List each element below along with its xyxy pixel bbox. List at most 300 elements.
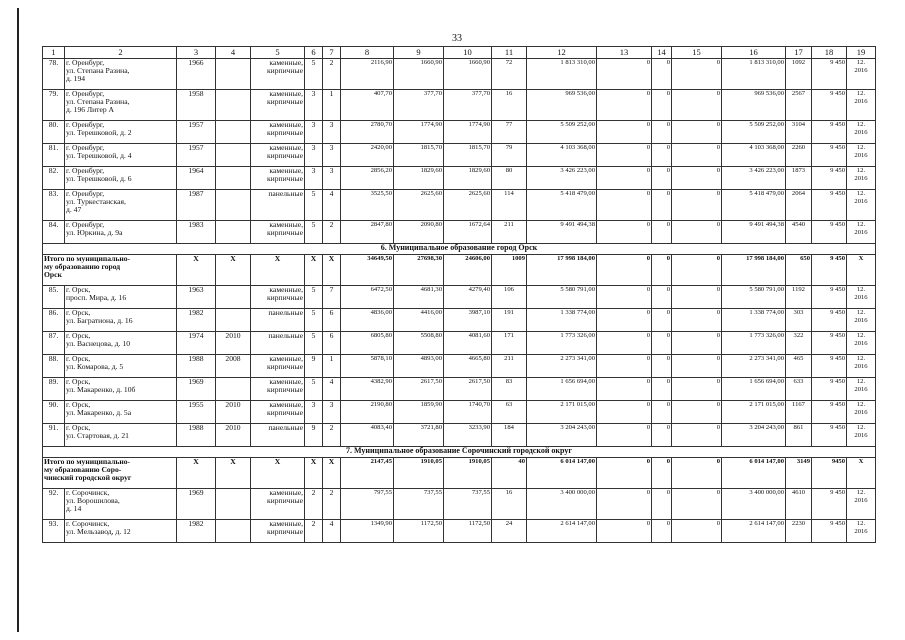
section-heading-row (43, 447, 876, 458)
table-row (43, 144, 876, 167)
table-cell: 9 450 (812, 286, 847, 309)
table-cell: 191 (492, 309, 527, 332)
table-cell: 0 (672, 309, 722, 332)
table-cell: X (216, 255, 251, 286)
table-cell: 0 (652, 401, 672, 424)
table-cell: г. Оренбург, ул. Степана Разина, д. 196 Литер А (65, 90, 177, 121)
table-cell: 1829,60 (444, 167, 492, 190)
table-cell: 4540 (786, 221, 812, 244)
section-heading: 6. Муниципальное образование город Орск (43, 244, 876, 255)
table-cell: 3 400 000,00 (527, 489, 597, 520)
table-cell: 0 (652, 355, 672, 378)
table-cell: каменные, кирпичные (251, 401, 305, 424)
column-header: 1 (43, 47, 65, 59)
table-cell: 9 450 (812, 309, 847, 332)
table-cell: 0 (672, 332, 722, 355)
table-cell: 16 (492, 489, 527, 520)
table-cell: 0 (597, 520, 652, 543)
table-cell: 12. 2016 (847, 286, 876, 309)
table-cell: 9 450 (812, 121, 847, 144)
table-cell: 4681,30 (394, 286, 444, 309)
table-cell: 1 813 310,00 (527, 59, 597, 90)
table-cell: 1969 (177, 378, 216, 401)
table-cell: 0 (597, 424, 652, 447)
table-cell: 4081,60 (444, 332, 492, 355)
table-cell: 9 450 (812, 144, 847, 167)
table-cell: 0 (597, 458, 652, 489)
table-cell: 0 (672, 121, 722, 144)
table-row (43, 90, 876, 121)
table-cell: 0 (652, 520, 672, 543)
table-cell: 0 (597, 489, 652, 520)
table-cell: 1660,90 (394, 59, 444, 90)
table-cell: 6 014 147,00 (527, 458, 597, 489)
table-cell: 1740,70 (444, 401, 492, 424)
table-cell: панельные (251, 309, 305, 332)
table-cell: 40 (492, 458, 527, 489)
table-cell: 1958 (177, 90, 216, 121)
table-cell: 24 (492, 520, 527, 543)
table-row (43, 121, 876, 144)
table-cell: 2420,00 (341, 144, 394, 167)
table-cell: г. Орск, ул. Багратиона, д. 16 (65, 309, 177, 332)
table-cell: 79. (43, 90, 65, 121)
table-cell: 1982 (177, 520, 216, 543)
table-cell: 9 450 (812, 332, 847, 355)
table-cell: 1349,90 (341, 520, 394, 543)
table-cell: 1 (323, 355, 341, 378)
table-row (43, 378, 876, 401)
table-cell: 2567 (786, 90, 812, 121)
table-cell (216, 190, 251, 221)
table-cell: 2230 (786, 520, 812, 543)
table-cell: 1910,05 (394, 458, 444, 489)
total-row (43, 458, 876, 489)
table-cell: 0 (597, 309, 652, 332)
table-cell: 12. 2016 (847, 332, 876, 355)
table-cell: 0 (652, 424, 672, 447)
table-row (43, 309, 876, 332)
table-cell: 2190,80 (341, 401, 394, 424)
table-header-row (43, 47, 876, 59)
table-cell (216, 378, 251, 401)
table-cell: панельные (251, 424, 305, 447)
table-cell: Итого по муниципально- му образованию Соро- чинский городской округ (43, 458, 177, 489)
table-cell: 2 171 015,00 (722, 401, 786, 424)
table-cell: 1774,90 (444, 121, 492, 144)
column-header: 5 (251, 47, 305, 59)
table-cell: X (177, 255, 216, 286)
table-cell: 9 (305, 355, 323, 378)
table-cell: 34649,50 (341, 255, 394, 286)
table-cell: 1966 (177, 59, 216, 90)
table-cell: 0 (597, 90, 652, 121)
table-cell (216, 520, 251, 543)
table-cell: 4610 (786, 489, 812, 520)
table-cell: 861 (786, 424, 812, 447)
column-header: 13 (597, 47, 652, 59)
table-cell: 0 (597, 221, 652, 244)
table-cell: 77 (492, 121, 527, 144)
table-cell: 93. (43, 520, 65, 543)
table-cell: 0 (672, 378, 722, 401)
table-cell: 4382,90 (341, 378, 394, 401)
table-cell: г. Орск, ул. Макаренко, д. 5а (65, 401, 177, 424)
table-cell: 3 204 243,00 (527, 424, 597, 447)
table-cell: 2090,80 (394, 221, 444, 244)
table-cell: 0 (672, 286, 722, 309)
table-cell: 4416,00 (394, 309, 444, 332)
table-cell: 2 (323, 221, 341, 244)
table-cell: 27698,30 (394, 255, 444, 286)
table-cell: 5 (305, 332, 323, 355)
table-cell: 3987,10 (444, 309, 492, 332)
section-heading: 7. Муниципальное образование Сорочинский городской округ (43, 447, 876, 458)
table-cell: 2 (305, 489, 323, 520)
table-cell: 4836,00 (341, 309, 394, 332)
table-cell: 1815,70 (444, 144, 492, 167)
column-header: 15 (672, 47, 722, 59)
table-cell: 1 338 774,00 (527, 309, 597, 332)
table-cell: 2010 (216, 401, 251, 424)
table-cell: 211 (492, 355, 527, 378)
table-cell: 92. (43, 489, 65, 520)
table-cell: 80 (492, 167, 527, 190)
table-cell: 5 509 252,00 (527, 121, 597, 144)
table-cell: 0 (672, 424, 722, 447)
table-cell: 0 (652, 190, 672, 221)
table-cell: 82. (43, 167, 65, 190)
table-cell: 12. 2016 (847, 355, 876, 378)
table-cell: 79 (492, 144, 527, 167)
table-cell: каменные, кирпичные (251, 355, 305, 378)
table-cell: г. Сорочинск, ул. Ворошилова, д. 14 (65, 489, 177, 520)
table-cell: 9 491 494,38 (527, 221, 597, 244)
table-cell: 24606,00 (444, 255, 492, 286)
table-cell: X (251, 458, 305, 489)
table-cell: 2010 (216, 332, 251, 355)
table-cell: 2625,60 (394, 190, 444, 221)
table-cell: 3 (305, 121, 323, 144)
table-row (43, 401, 876, 424)
table-cell: 86. (43, 309, 65, 332)
table-cell: 0 (597, 190, 652, 221)
table-cell: 969 536,00 (527, 90, 597, 121)
table-row (43, 489, 876, 520)
table-cell: 1 813 310,00 (722, 59, 786, 90)
table-cell: 3 204 243,00 (722, 424, 786, 447)
data-table (42, 46, 876, 543)
table-cell: панельные (251, 190, 305, 221)
binding-margin-line (17, 8, 19, 632)
table-cell: 0 (672, 401, 722, 424)
table-cell: 2260 (786, 144, 812, 167)
table-cell: 12. 2016 (847, 401, 876, 424)
table-cell: 0 (597, 144, 652, 167)
table-cell: каменные, кирпичные (251, 121, 305, 144)
table-cell: 0 (672, 59, 722, 90)
table-cell: 12. 2016 (847, 221, 876, 244)
table-cell: 0 (652, 144, 672, 167)
table-cell: 0 (672, 90, 722, 121)
table-cell: 1 656 694,00 (527, 378, 597, 401)
table-cell (216, 59, 251, 90)
table-cell: 0 (652, 59, 672, 90)
table-row (43, 221, 876, 244)
table-cell: 2116,90 (341, 59, 394, 90)
column-header: 2 (65, 47, 177, 59)
table-cell: 3 (305, 90, 323, 121)
table-cell: 9 450 (812, 221, 847, 244)
table-cell: 969 536,00 (722, 90, 786, 121)
table-cell: г. Орск, ул. Васнецова, д. 10 (65, 332, 177, 355)
table-cell: 12. 2016 (847, 144, 876, 167)
table-row (43, 332, 876, 355)
table-cell (216, 144, 251, 167)
table-cell: Итого по муниципально- му образованию город Орск (43, 255, 177, 286)
table-cell: 12. 2016 (847, 90, 876, 121)
table-cell: каменные, кирпичные (251, 520, 305, 543)
table-cell: 322 (786, 332, 812, 355)
table-cell: 1774,90 (394, 121, 444, 144)
table-cell: 1957 (177, 144, 216, 167)
table-cell: 4 103 368,00 (722, 144, 786, 167)
table-cell: 377,70 (394, 90, 444, 121)
table-cell: 9 (305, 424, 323, 447)
table-cell: 5 (305, 286, 323, 309)
table-row (43, 167, 876, 190)
table-cell: 0 (672, 144, 722, 167)
table-cell: 4 103 368,00 (527, 144, 597, 167)
table-cell: 2856,20 (341, 167, 394, 190)
table-cell: 0 (652, 458, 672, 489)
table-cell: г. Оренбург, ул. Терешковой, д. 2 (65, 121, 177, 144)
table-cell: 3149 (786, 458, 812, 489)
table-cell: г. Орск, ул. Стартовая, д. 21 (65, 424, 177, 447)
table-cell: 88. (43, 355, 65, 378)
table-cell: 7 (323, 286, 341, 309)
table-cell: 1964 (177, 167, 216, 190)
table-cell: 0 (672, 520, 722, 543)
table-cell: 12. 2016 (847, 190, 876, 221)
table-cell: 2008 (216, 355, 251, 378)
table-cell: 84. (43, 221, 65, 244)
table-cell: 0 (672, 355, 722, 378)
table-body (43, 59, 876, 543)
table-cell: 83. (43, 190, 65, 221)
table-cell: X (216, 458, 251, 489)
table-cell: 2010 (216, 424, 251, 447)
column-header: 9 (394, 47, 444, 59)
table-cell: 2 (323, 59, 341, 90)
table-cell: 5 (305, 378, 323, 401)
table-cell: 91. (43, 424, 65, 447)
table-cell: 1957 (177, 121, 216, 144)
table-cell: 12. 2016 (847, 520, 876, 543)
column-header: 6 (305, 47, 323, 59)
table-cell: 72 (492, 59, 527, 90)
table-cell: 2617,50 (394, 378, 444, 401)
table-cell: 12. 2016 (847, 489, 876, 520)
table-cell: 0 (597, 121, 652, 144)
table-cell: 1 (323, 90, 341, 121)
table-cell: 9 450 (812, 90, 847, 121)
table-cell: 1660,90 (444, 59, 492, 90)
table-cell: 3 (323, 167, 341, 190)
table-cell: 5 418 479,00 (527, 190, 597, 221)
table-row (43, 59, 876, 90)
section-heading-row (43, 244, 876, 255)
table-cell (216, 121, 251, 144)
table-cell: г. Орск, просп. Мира, д. 16 (65, 286, 177, 309)
table-cell: 0 (652, 332, 672, 355)
table-cell: 3 426 223,00 (527, 167, 597, 190)
table-cell: 1983 (177, 221, 216, 244)
table-cell: 1974 (177, 332, 216, 355)
table-cell: 2064 (786, 190, 812, 221)
table-cell: 0 (652, 221, 672, 244)
table-cell: 633 (786, 378, 812, 401)
table-cell: 9 450 (812, 355, 847, 378)
table-cell: 87. (43, 332, 65, 355)
table-cell: 2780,70 (341, 121, 394, 144)
table-cell: 3 (323, 121, 341, 144)
table-cell: 5 (305, 59, 323, 90)
table-cell: 6 (323, 309, 341, 332)
table-cell: 9 450 (812, 424, 847, 447)
table-cell: 78. (43, 59, 65, 90)
table-cell: 9 450 (812, 190, 847, 221)
table-cell: г. Орск, ул. Комарова, д. 5 (65, 355, 177, 378)
table-cell: X (847, 458, 876, 489)
table-cell (216, 309, 251, 332)
column-header: 18 (812, 47, 847, 59)
table-cell: 9450 (812, 458, 847, 489)
table-cell: X (177, 458, 216, 489)
table-cell: 16 (492, 90, 527, 121)
table-cell: 2 614 147,00 (527, 520, 597, 543)
table-cell: 12. 2016 (847, 59, 876, 90)
table-cell: 2 (323, 424, 341, 447)
table-cell: 106 (492, 286, 527, 309)
table-cell: 2 (305, 520, 323, 543)
table-cell: 1672,64 (444, 221, 492, 244)
column-header: 7 (323, 47, 341, 59)
table-cell: 3 (305, 401, 323, 424)
table-cell: 2625,60 (444, 190, 492, 221)
table-cell: 0 (652, 255, 672, 286)
table-cell: 1167 (786, 401, 812, 424)
table-cell: 5 580 791,00 (527, 286, 597, 309)
table-cell: 12. 2016 (847, 424, 876, 447)
table-cell: 650 (786, 255, 812, 286)
table-cell: 407,70 (341, 90, 394, 121)
table-cell: 0 (652, 309, 672, 332)
table-cell: панельные (251, 332, 305, 355)
table-cell: 5 509 252,00 (722, 121, 786, 144)
table-cell: 81. (43, 144, 65, 167)
table-cell: 2 273 341,00 (722, 355, 786, 378)
table-cell: 3104 (786, 121, 812, 144)
table-cell: X (305, 458, 323, 489)
table-cell: каменные, кирпичные (251, 90, 305, 121)
table-cell: г. Оренбург, ул. Степана Разина, д. 194 (65, 59, 177, 90)
table-cell: г. Орск, ул. Макаренко, д. 10б (65, 378, 177, 401)
table-cell: каменные, кирпичные (251, 378, 305, 401)
table-cell: 5 418 479,00 (722, 190, 786, 221)
table-cell: 0 (652, 90, 672, 121)
table-cell: каменные, кирпичные (251, 286, 305, 309)
table-cell: 9 450 (812, 255, 847, 286)
column-header: 17 (786, 47, 812, 59)
table-cell: X (251, 255, 305, 286)
table-cell: 737,55 (394, 489, 444, 520)
table-cell: 0 (597, 255, 652, 286)
table-cell: 3 400 000,00 (722, 489, 786, 520)
table-cell: 1829,60 (394, 167, 444, 190)
table-cell: г. Сорочинск, ул. Мельзавод, д. 12 (65, 520, 177, 543)
table-cell (216, 221, 251, 244)
table-cell: 3233,90 (444, 424, 492, 447)
table-cell: 1092 (786, 59, 812, 90)
table-cell: 63 (492, 401, 527, 424)
table-cell: 1 656 694,00 (722, 378, 786, 401)
table-cell: г. Оренбург, ул. Туркестанская, д. 47 (65, 190, 177, 221)
table-cell: 0 (672, 458, 722, 489)
table-cell: 1987 (177, 190, 216, 221)
column-header: 12 (527, 47, 597, 59)
table-cell: 0 (597, 355, 652, 378)
table-cell: 1192 (786, 286, 812, 309)
table-cell: 4893,00 (394, 355, 444, 378)
table-cell: 797,55 (341, 489, 394, 520)
table-cell: 0 (672, 190, 722, 221)
table-cell: 1172,50 (444, 520, 492, 543)
table-cell: 1969 (177, 489, 216, 520)
table-cell: 1988 (177, 355, 216, 378)
table-cell: 3 (305, 144, 323, 167)
table-cell: каменные, кирпичные (251, 489, 305, 520)
table-cell: 1963 (177, 286, 216, 309)
table-cell: 0 (597, 167, 652, 190)
table-cell: 3525,50 (341, 190, 394, 221)
table-cell: 4 (323, 520, 341, 543)
table-cell: 1859,90 (394, 401, 444, 424)
table-cell: каменные, кирпичные (251, 167, 305, 190)
table-cell: 0 (597, 332, 652, 355)
table-cell: 3 (305, 167, 323, 190)
table-cell: 2 171 015,00 (527, 401, 597, 424)
table-cell: 1009 (492, 255, 527, 286)
table-cell: 12. 2016 (847, 378, 876, 401)
table-cell: 6805,80 (341, 332, 394, 355)
table-cell: 303 (786, 309, 812, 332)
table-cell: 9 491 494,38 (722, 221, 786, 244)
column-header: 11 (492, 47, 527, 59)
table-cell: 3 426 223,00 (722, 167, 786, 190)
table-cell: 12. 2016 (847, 167, 876, 190)
table-row (43, 355, 876, 378)
table-cell: 0 (597, 378, 652, 401)
table-cell: 9 450 (812, 378, 847, 401)
table-cell: 0 (652, 167, 672, 190)
table-cell: 6 (323, 332, 341, 355)
table-cell: 3 (323, 401, 341, 424)
table-cell: 2147,45 (341, 458, 394, 489)
column-header: 4 (216, 47, 251, 59)
table-cell: 2 (323, 489, 341, 520)
column-header: 14 (652, 47, 672, 59)
